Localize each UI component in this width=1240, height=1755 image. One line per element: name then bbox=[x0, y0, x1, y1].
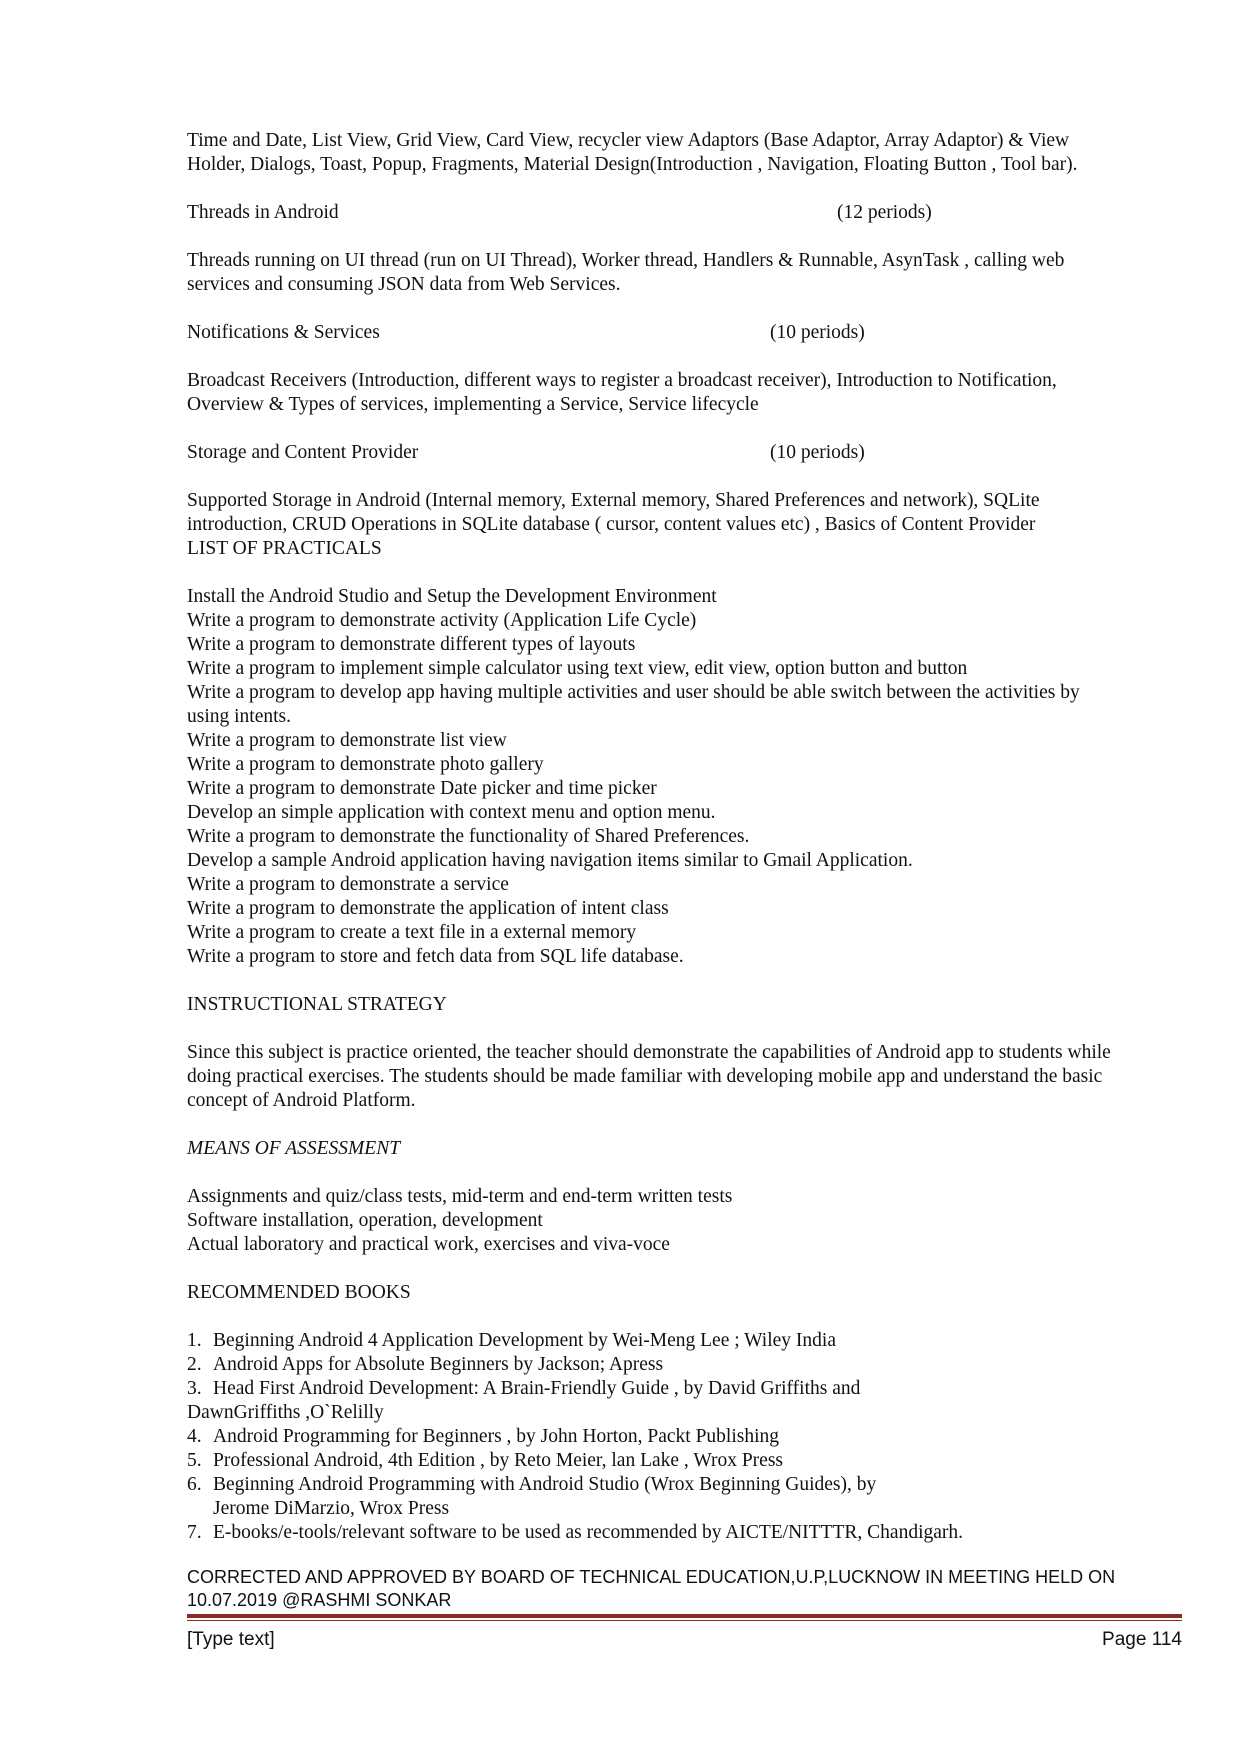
page-number: Page 114 bbox=[1102, 1629, 1182, 1650]
practicals-list bbox=[187, 585, 1187, 969]
book-title: E-books/e-tools/relevant software to be used as recommended by AICTE/NITTTR, Chandigarh. bbox=[213, 1522, 964, 1543]
storage-line: introduction, CRUD Operations in SQLite database ( cursor, content values etc) , Basics of Content Provider bbox=[187, 514, 1036, 535]
threads-heading: Threads in Android bbox=[187, 202, 339, 223]
book-number: 1. bbox=[187, 1330, 202, 1351]
practical-item: Write a program to store and fetch data from SQL life database. bbox=[187, 946, 684, 967]
threads-line: services and consuming JSON data from Web Services. bbox=[187, 274, 621, 295]
notifications-periods: (10 periods) bbox=[770, 322, 865, 343]
book-item bbox=[187, 1425, 1187, 1449]
footer-divider-thin bbox=[187, 1620, 1182, 1621]
intro-paragraph bbox=[187, 129, 1187, 177]
notifications-line: Overview & Types of services, implementing a Service, Service lifecycle bbox=[187, 394, 759, 415]
practical-item: Develop a sample Android application having navigation items similar to Gmail Application. bbox=[187, 850, 913, 871]
practical-item: Write a program to implement simple calculator using text view, edit view, option button and button bbox=[187, 658, 968, 679]
practical-item: Install the Android Studio and Setup the Development Environment bbox=[187, 586, 717, 607]
practical-item: using intents. bbox=[187, 706, 292, 727]
intro-line: Holder, Dialogs, Toast, Popup, Fragments, Material Design(Introduction , Navigation, Floating Button , Tool bar). bbox=[187, 154, 1078, 175]
book-number: 4. bbox=[187, 1426, 202, 1447]
practical-item: Write a program to demonstrate photo gallery bbox=[187, 754, 544, 775]
books-heading: RECOMMENDED BOOKS bbox=[187, 1282, 411, 1303]
threads-heading-row bbox=[187, 201, 1187, 225]
assessment-list bbox=[187, 1185, 1187, 1257]
storage-paragraph bbox=[187, 489, 1187, 537]
practical-item: Write a program to demonstrate a service bbox=[187, 874, 509, 895]
book-title: Android Programming for Beginners , by John Horton, Packt Publishing bbox=[213, 1426, 780, 1447]
assessment-item: Assignments and quiz/class tests, mid-term and end-term written tests bbox=[187, 1186, 733, 1207]
footer-placeholder-text: [Type text] bbox=[187, 1629, 275, 1650]
intro-line: Time and Date, List View, Grid View, Card View, recycler view Adaptors (Base Adaptor, Array Adaptor) & View bbox=[187, 130, 1070, 151]
practical-item: Write a program to demonstrate the application of intent class bbox=[187, 898, 669, 919]
notifications-paragraph bbox=[187, 369, 1187, 417]
book-item bbox=[187, 1329, 1187, 1353]
notifications-heading: Notifications & Services bbox=[187, 322, 380, 343]
practical-item: Develop an simple application with context menu and option menu. bbox=[187, 802, 716, 823]
book-item bbox=[187, 1473, 1187, 1521]
practical-item: Write a program to demonstrate different types of layouts bbox=[187, 634, 636, 655]
strategy-line: concept of Android Platform. bbox=[187, 1090, 416, 1111]
book-item bbox=[187, 1377, 1187, 1425]
book-continuation: DawnGriffiths ,O`Relilly bbox=[187, 1402, 384, 1423]
book-item bbox=[187, 1521, 1187, 1545]
practical-item: Write a program to demonstrate list view bbox=[187, 730, 507, 751]
book-continuation: Jerome DiMarzio, Wrox Press bbox=[213, 1498, 450, 1519]
strategy-paragraph bbox=[187, 1041, 1187, 1113]
storage-heading-row bbox=[187, 441, 1187, 465]
book-number: 7. bbox=[187, 1522, 202, 1543]
storage-heading: Storage and Content Provider bbox=[187, 442, 419, 463]
threads-paragraph bbox=[187, 249, 1187, 297]
approval-note-line: 10.07.2019 @RASHMI SONKAR bbox=[187, 1590, 452, 1610]
book-title: Beginning Android 4 Application Development by Wei-Meng Lee ; Wiley India bbox=[213, 1330, 836, 1351]
book-number: 6. bbox=[187, 1474, 202, 1495]
strategy-line: Since this subject is practice oriented, the teacher should demonstrate the capabilities of Android app to students while bbox=[187, 1042, 1111, 1063]
approval-note-line: CORRECTED AND APPROVED BY BOARD OF TECHNICAL EDUCATION,U.P,LUCKNOW IN MEETING HELD ON bbox=[187, 1567, 1116, 1587]
practical-item: Write a program to demonstrate Date picker and time picker bbox=[187, 778, 657, 799]
strategy-line: doing practical exercises. The students should be made familiar with developing mobile app and understand the basic bbox=[187, 1066, 1103, 1087]
footer-divider bbox=[187, 1614, 1182, 1618]
notifications-line: Broadcast Receivers (Introduction, different ways to register a broadcast receiver), Introduction to Notification, bbox=[187, 370, 1057, 391]
book-number: 2. bbox=[187, 1354, 202, 1375]
strategy-heading: INSTRUCTIONAL STRATEGY bbox=[187, 994, 447, 1015]
practical-item: Write a program to demonstrate the functionality of Shared Preferences. bbox=[187, 826, 750, 847]
storage-line: Supported Storage in Android (Internal memory, External memory, Shared Preferences and network), SQLite bbox=[187, 490, 1040, 511]
book-title: Android Apps for Absolute Beginners by Jackson; Apress bbox=[213, 1354, 664, 1375]
practicals-heading: LIST OF PRACTICALS bbox=[187, 538, 382, 559]
assessment-item: Software installation, operation, development bbox=[187, 1210, 543, 1231]
approval-note bbox=[187, 1566, 1187, 1612]
book-item bbox=[187, 1449, 1187, 1473]
notifications-heading-row bbox=[187, 321, 1187, 345]
document-body bbox=[187, 129, 1187, 1569]
assessment-heading: MEANS OF ASSESSMENT bbox=[187, 1138, 401, 1159]
book-item bbox=[187, 1353, 1187, 1377]
practical-item: Write a program to demonstrate activity (Application Life Cycle) bbox=[187, 610, 697, 631]
book-title: Professional Android, 4th Edition , by Reto Meier, lan Lake , Wrox Press bbox=[213, 1450, 783, 1471]
book-title: Beginning Android Programming with Android Studio (Wrox Beginning Guides), by bbox=[213, 1474, 877, 1495]
book-title: Head First Android Development: A Brain-Friendly Guide , by David Griffiths and bbox=[213, 1378, 861, 1399]
storage-periods: (10 periods) bbox=[770, 442, 865, 463]
assessment-item: Actual laboratory and practical work, exercises and viva-voce bbox=[187, 1234, 670, 1255]
book-number: 3. bbox=[187, 1378, 202, 1399]
book-number: 5. bbox=[187, 1450, 202, 1471]
threads-periods: (12 periods) bbox=[837, 202, 932, 223]
books-list bbox=[187, 1329, 1187, 1545]
practical-item: Write a program to create a text file in a external memory bbox=[187, 922, 637, 943]
practical-item: Write a program to develop app having multiple activities and user should be able switch between the activities by bbox=[187, 682, 1080, 703]
threads-line: Threads running on UI thread (run on UI Thread), Worker thread, Handlers & Runnable, AsynTask , calling web bbox=[187, 250, 1065, 271]
